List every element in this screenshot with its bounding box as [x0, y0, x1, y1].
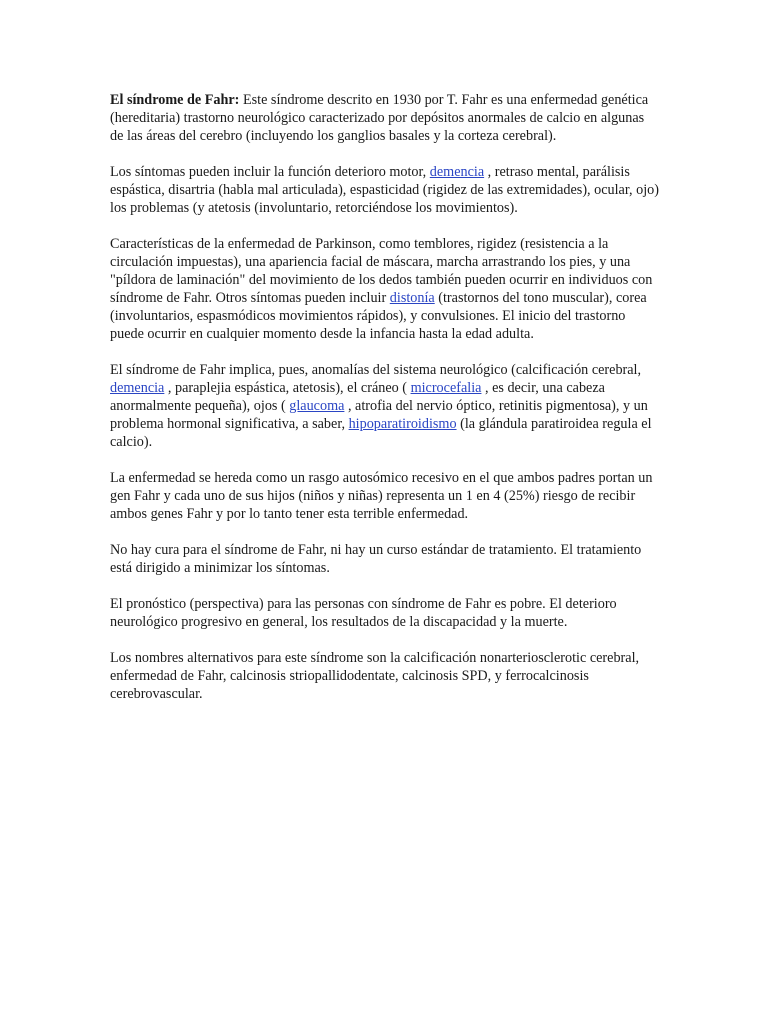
paragraph-anomalies [110, 361, 660, 451]
link-glaucoma[interactable]: glaucoma [289, 398, 345, 414]
paragraph-text: Los síntomas pueden incluir la función deterioro motor, [110, 164, 430, 180]
paragraph-treatment: No hay cura para el síndrome de Fahr, ni hay un curso estándar de tratamiento. El tratamiento está dirigido a minimizar los síntomas. [110, 542, 642, 576]
paragraph-text: , retraso mental, parálisis espástica, disartria (habla mal articulada), espasticidad (rigidez de las extremidades), ocular, ojo) los problemas (y atetosis (involuntario, retorciéndose los movimientos). [110, 164, 659, 216]
paragraph-text: , paraplejia espástica, atetosis), el cráneo ( [164, 380, 411, 396]
paragraph-prognosis: El pronóstico (perspectiva) para las personas con síndrome de Fahr es pobre. El deterioro neurológico progresivo en general, los resultados de la discapacidad y la muerte. [110, 596, 617, 630]
paragraph-text: , atrofia del nervio óptico, retinitis pigmentosa), y un problema hormonal significativa, a saber, [110, 398, 648, 432]
paragraph-parkinson [110, 235, 660, 343]
paragraph-text: Características de la enfermedad de Parkinson, como temblores, rigidez (resistencia a la circulación impuestas), una apariencia facial de máscara, marcha arrastrando los pies, y una "píldora de laminación" del movimiento de los dedos también pueden ocurrir en individuos con síndrome de Fahr. Otros síntomas pueden incluir [110, 236, 653, 306]
link-demencia[interactable]: demencia [429, 164, 485, 180]
paragraph-inheritance: La enfermedad se hereda como un rasgo autosómico recesivo en el que ambos padres portan un gen Fahr y cada uno de sus hijos (niños y niñas) representa un 1 en 4 (25%) riesgo de recibir ambos genes Fahr y por lo tanto tener esta terrible enfermedad. [110, 470, 653, 522]
paragraph-lead-title: El síndrome de Fahr: [110, 92, 240, 108]
paragraph-alternative-names: Los nombres alternativos para este síndrome son la calcificación nonarteriosclerotic cerebral, enfermedad de Fahr, calcinosis striopallidodentate, calcinosis SPD, y ferrocalcinosis cerebrovascular. [110, 650, 640, 702]
link-demencia[interactable]: demencia [110, 380, 165, 396]
link-hipoparatiroidismo[interactable]: hipoparatiroidismo [348, 416, 457, 432]
paragraph-text: Este síndrome descrito en 1930 por T. Fahr es una enfermedad genética (hereditaria) trastorno neurológico caracterizado por depósitos anormales de calcio en algunas de las áreas del cerebro (incluyendo los ganglios basales y la corteza cerebral). [110, 92, 649, 144]
paragraph-symptoms [110, 163, 660, 217]
paragraph-text: El síndrome de Fahr implica, pues, anomalías del sistema neurológico (calcificación cerebral, [110, 362, 642, 378]
paragraph-text: (trastornos del tono muscular), corea (involuntarios, espasmódicos movimientos rápidos), y convulsiones. El inicio del trastorno puede ocurrir en cualquier momento desde la infancia hasta la edad adulta. [110, 290, 647, 342]
link-distonia[interactable]: distonía [389, 290, 435, 306]
document-body [110, 91, 660, 721]
paragraph-text: , es decir, una cabeza anormalmente pequeña), ojos ( [110, 380, 605, 414]
link-microcefalia[interactable]: microcefalia [410, 380, 482, 396]
paragraph-intro [110, 91, 660, 145]
paragraph-text: (la glándula paratiroidea regula el calcio). [110, 416, 652, 450]
